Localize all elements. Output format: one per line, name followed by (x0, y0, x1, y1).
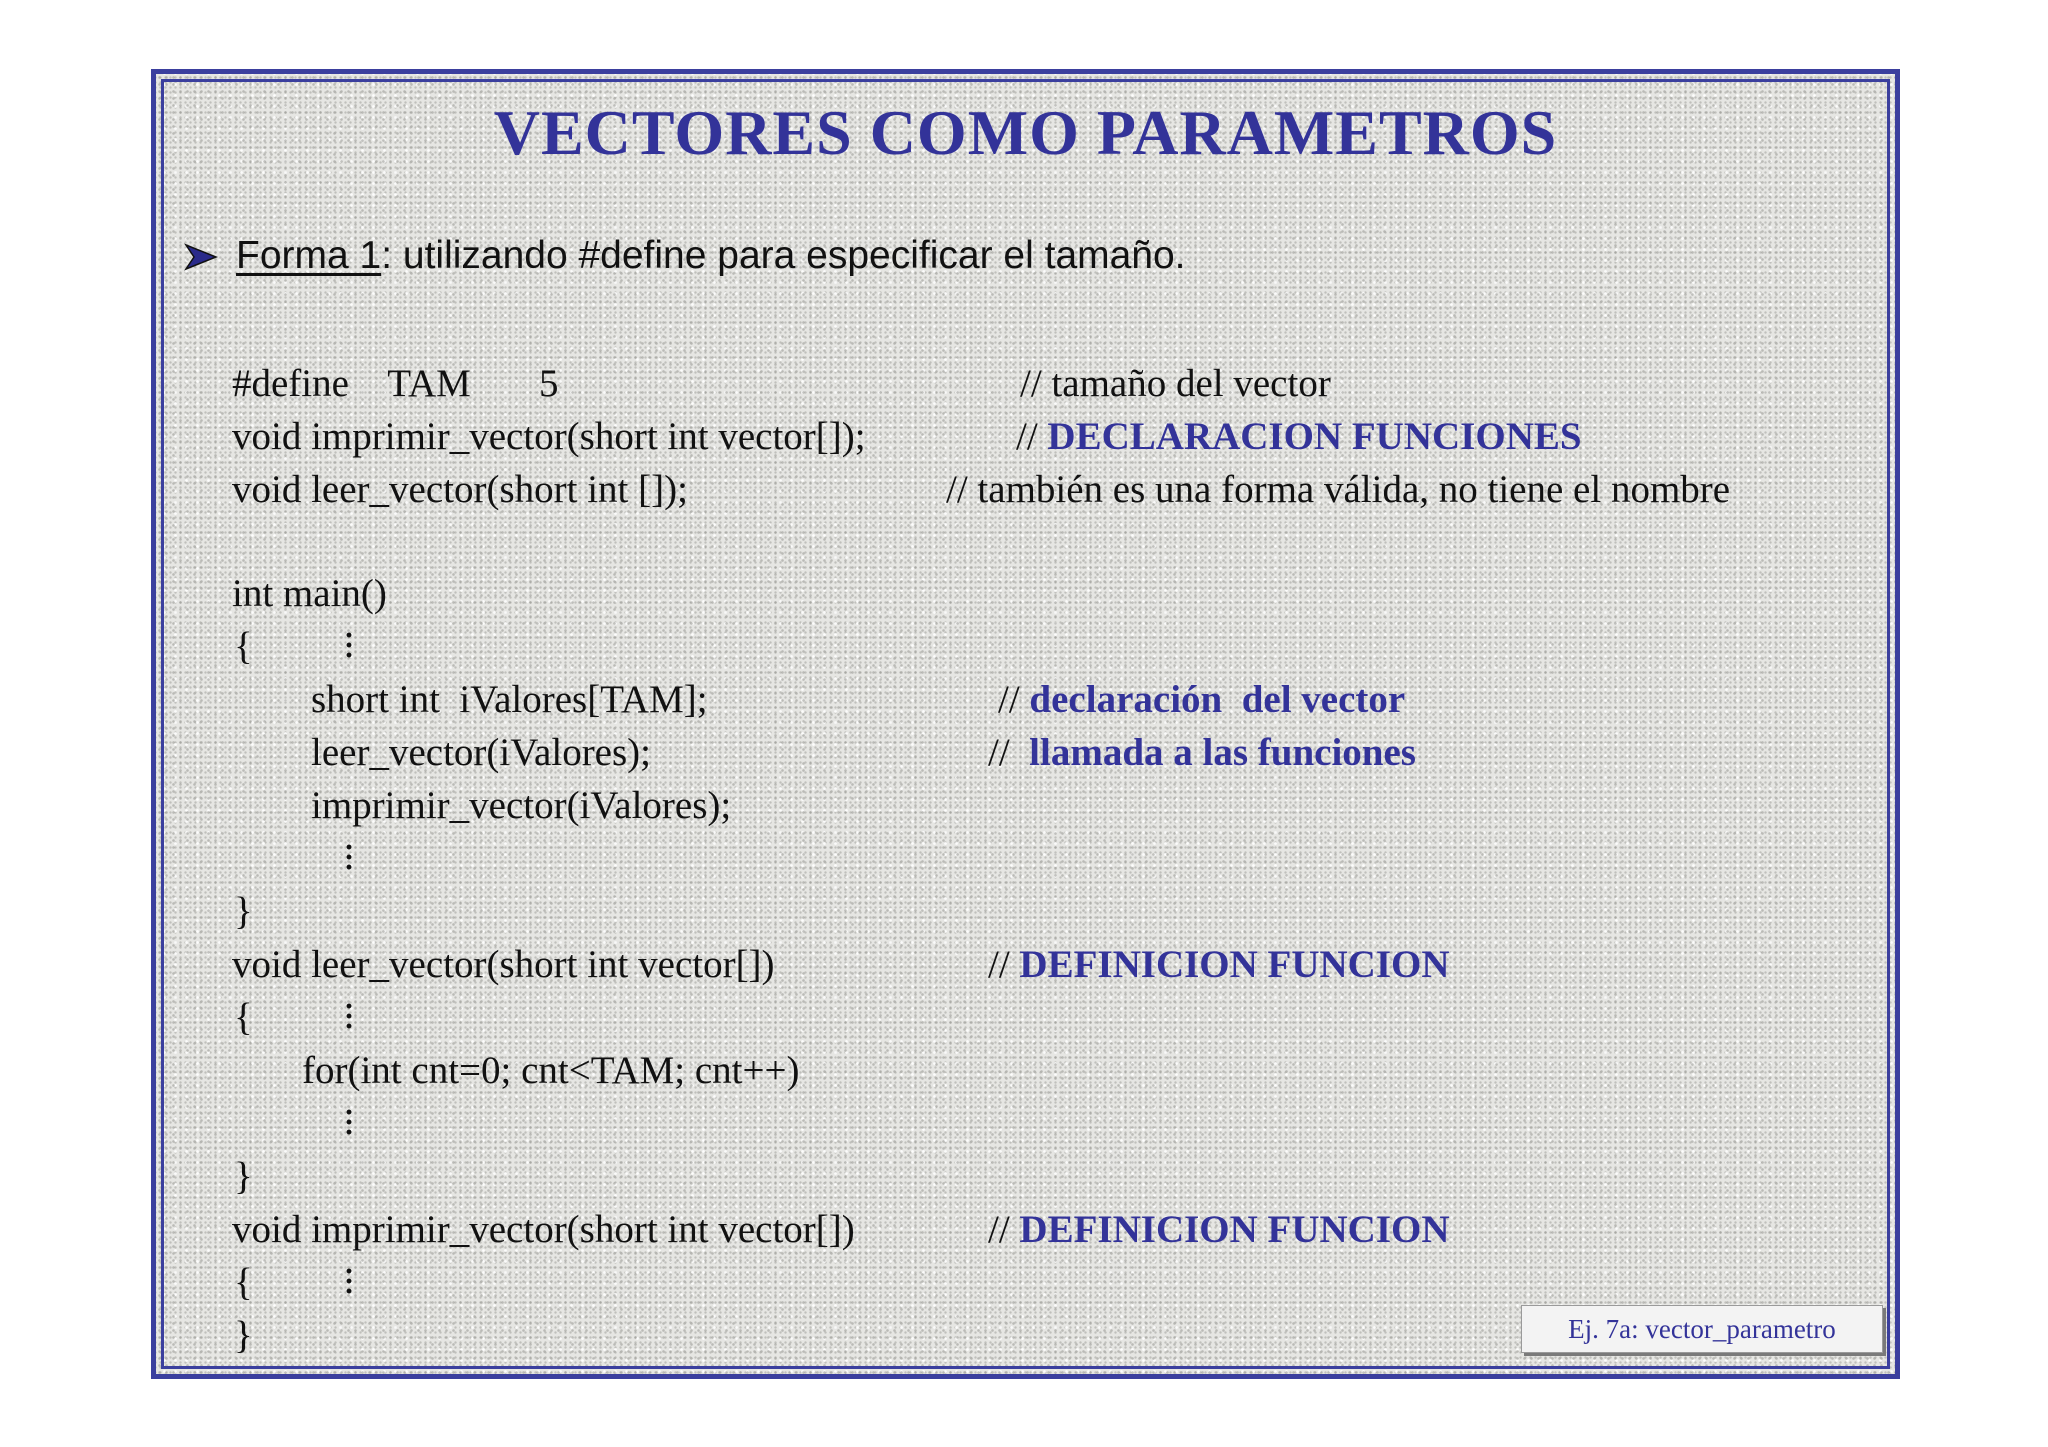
comment-highlight: DEFINICION FUNCION (1019, 943, 1450, 986)
code-define: #define TAM 5 (232, 362, 559, 405)
code-listing (156, 74, 1895, 1374)
code-open-brace-leer: { (234, 996, 253, 1039)
comment-llamada-funciones (988, 733, 1416, 772)
comment-declaracion-vector (998, 680, 1405, 719)
comment-highlight: DEFINICION FUNCION (1019, 1208, 1450, 1251)
ellipsis-icon (346, 630, 352, 660)
ellipsis-icon (346, 1266, 352, 1296)
code-main: int main() (232, 572, 387, 615)
code-open-brace-main: { (234, 625, 253, 668)
code-close-brace-main: } (234, 890, 253, 933)
code-decl-leer: void leer_vector(short int []); (232, 468, 688, 511)
comment-definicion-imprimir (988, 1210, 1450, 1249)
ellipsis-icon (346, 1001, 352, 1031)
code-decl-imprimir: void imprimir_vector(short int vector[]); (232, 415, 866, 458)
comment-prefix: // (998, 678, 1030, 721)
slide-title: VECTORES COMO PARAMETROS (493, 97, 1558, 168)
code-main-decl: short int iValores[TAM]; (311, 678, 708, 721)
bullet-text: : utilizando #define para especificar el tamaño. (381, 234, 1186, 277)
comment-prefix: // (1016, 415, 1048, 458)
ellipsis-icon (346, 842, 352, 872)
code-open-brace-imprimir: { (234, 1261, 253, 1304)
slide (151, 69, 1900, 1379)
comment-define: // tamaño del vector (1020, 362, 1331, 405)
comment-forma-valida: // también es una forma válida, no tiene el nombre (946, 468, 1731, 511)
comment-prefix: // (988, 943, 1020, 986)
example-reference-label: Ej. 7a: vector_parametro (1568, 1313, 1836, 1344)
code-def-leer: void leer_vector(short int vector[]) (232, 943, 775, 986)
comment-declaracion-funciones (1016, 417, 1582, 456)
bullet-label: Forma 1 (236, 234, 382, 277)
comment-highlight: llamada a las funciones (1029, 731, 1416, 774)
code-for-loop: for(int cnt=0; cnt<TAM; cnt++) (302, 1049, 800, 1092)
code-main-call-leer: leer_vector(iValores); (311, 731, 651, 774)
example-reference-box (1521, 1305, 1883, 1353)
comment-definicion-leer (988, 945, 1450, 984)
ellipsis-icon (346, 1107, 352, 1137)
code-close-brace-leer: } (234, 1155, 253, 1198)
code-main-call-imprimir: imprimir_vector(iValores); (311, 784, 732, 827)
comment-prefix: // (988, 731, 1030, 774)
comment-highlight: DECLARACION FUNCIONES (1047, 415, 1582, 458)
comment-highlight: declaración del vector (1029, 678, 1406, 721)
code-close-brace-imprimir: } (234, 1314, 253, 1357)
code-def-imprimir: void imprimir_vector(short int vector[]) (232, 1208, 855, 1251)
comment-prefix: // (988, 1208, 1020, 1251)
